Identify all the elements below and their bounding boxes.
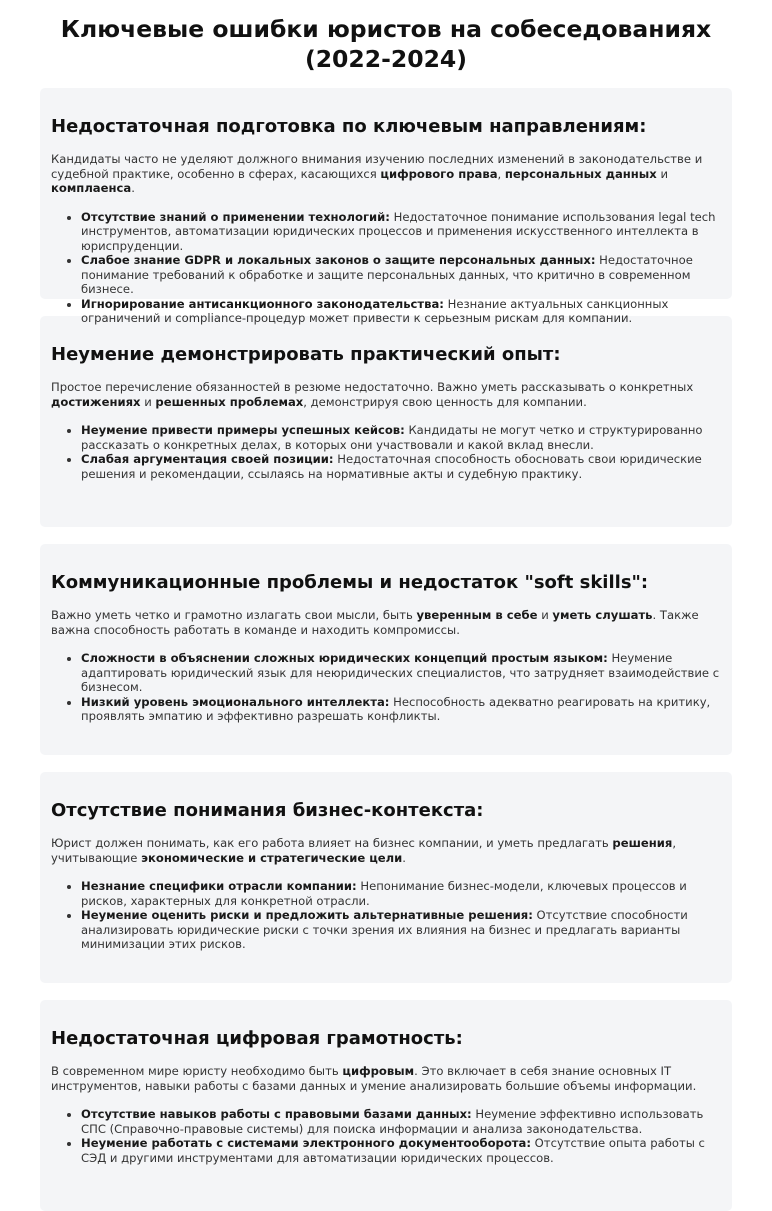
section-heading: Неумение демонстрировать практический опыт: (51, 344, 561, 365)
list-item (81, 297, 720, 326)
list-item-term: Игнорирование антисанкционного законодательства: (81, 296, 444, 311)
list-item-term: Сложности в объяснении сложных юридических концепций простым языком: (81, 651, 608, 665)
section-card (40, 544, 732, 755)
list-item (81, 210, 720, 254)
section-heading: Коммуникационные проблемы и недостаток "soft skills": (51, 572, 649, 593)
intro-emphasis: достижениях (51, 394, 141, 409)
intro-text: , учитывающие (51, 836, 677, 865)
section-list (51, 879, 720, 952)
list-item-text: Отсутствие опыта работы с СЭД и другими инструментами для автоматизации юридических процессов. (81, 1136, 705, 1165)
list-item-term: Незнание специфики отрасли компании: (81, 879, 357, 893)
list-item (81, 695, 720, 724)
sections-container (40, 88, 732, 1211)
list-item-term: Слабая аргументация своей позиции: (81, 452, 334, 466)
page-title-line1: Ключевые ошибки юристов на собеседованиях (60, 15, 712, 43)
list-item (81, 452, 720, 481)
list-item-text: Недостаточная способность обосновать свои юридические решения и рекомендации, ссылаясь на нормативные акты и судебную практику. (81, 452, 702, 481)
list-item-term: Низкий уровень эмоционального интеллекта: (81, 694, 390, 709)
intro-text: . Также важна способность работать в команде и находить компромиссы. (51, 608, 699, 637)
list-item (81, 1136, 720, 1165)
page-title (40, 14, 732, 74)
list-item (81, 651, 720, 695)
list-item-term: Отсутствие навыков работы с правовыми базами данных: (81, 1107, 472, 1121)
section-card (40, 1000, 732, 1211)
section-heading: Отсутствие понимания бизнес-контекста: (51, 800, 484, 821)
intro-text: , демонстрируя свою ценность для компании. (303, 394, 587, 409)
section-list (51, 210, 720, 326)
list-item-term: Слабое знание GDPR и локальных законов о защите персональных данных: (81, 253, 596, 267)
list-item-term: Отсутствие знаний о применении технологий: (81, 209, 390, 224)
intro-text: и (537, 608, 553, 622)
list-item (81, 1107, 720, 1136)
section-list (51, 423, 720, 481)
intro-emphasis: комплаенса (51, 181, 132, 195)
list-item-term: Неумение работать с системами электронного документооборота: (81, 1136, 531, 1150)
list-item-text: Неумение эффективно использовать СПС (Справочно-правовые системы) для поиска информации и анализа законодательства. (81, 1107, 704, 1136)
intro-text: Юрист должен понимать, как его работа влияет на бизнес компании, и уметь предлагать (51, 836, 613, 850)
list-item-text: Кандидаты не могут четко и структурированно рассказать о конкретных делах, в которых они участвовали и какой вклад внесли. (81, 423, 703, 452)
list-item-text: Отсутствие способности анализировать юридические риски с точки зрения их влияния на бизнес и предлагать варианты минимизации этих рисков. (81, 908, 688, 951)
intro-text: . (402, 850, 406, 865)
intro-emphasis: решенных проблемах (155, 394, 304, 409)
intro-emphasis: персональных данных (504, 166, 657, 181)
intro-emphasis: уметь слушать (552, 608, 653, 622)
intro-text: и (656, 166, 668, 181)
intro-text: Важно уметь четко и грамотно излагать свои мысли, быть (51, 608, 417, 622)
list-item (81, 423, 720, 452)
list-item-text: Недостаточное понимание требований к обработке и защите персональных данных, что критично в современном бизнесе. (81, 253, 693, 296)
intro-emphasis: уверенным в себе (416, 608, 538, 622)
list-item (81, 253, 720, 297)
intro-text: . Это включает в себя знание основных IT инструментов, навыки работы с базами данных и умение анализировать большие объемы информации. (51, 1064, 697, 1093)
intro-text: . (131, 181, 135, 195)
list-item-term: Неумение привести примеры успешных кейсов: (81, 423, 405, 437)
section-list (51, 651, 720, 724)
section-card (40, 88, 732, 325)
list-item (81, 908, 720, 952)
list-item (81, 879, 720, 908)
list-item-text: Незнание актуальных санкционных ограничений и compliance-процедур может привести к серьезным рискам для компании. (81, 296, 669, 325)
list-item-text: Неумение адаптировать юридический язык для неюридических специалистов, что затрудняет взаимодействие с бизнесом. (81, 651, 720, 694)
section-intro (51, 152, 720, 196)
section-list (51, 1107, 720, 1165)
list-item-term: Неумение оценить риски и предложить альтернативные решения: (81, 908, 533, 922)
section-intro (51, 380, 720, 409)
list-item-text: Недостаточное понимание использования legal tech инструментов, автоматизации юридических процессов и применения искусственного интеллекта в юриспруденции. (81, 209, 716, 253)
intro-emphasis: цифрового права (380, 166, 498, 181)
intro-emphasis: экономические и стратегические цели (141, 850, 403, 865)
section-card (40, 772, 732, 983)
intro-emphasis: цифровым (342, 1064, 415, 1078)
section-intro (51, 1064, 720, 1093)
section-intro (51, 608, 720, 637)
section-heading: Недостаточная подготовка по ключевым направлениям: (51, 116, 647, 137)
page-title-line2: (2022-2024) (304, 45, 468, 73)
section-card (40, 316, 732, 527)
intro-text: и (140, 394, 156, 409)
section-intro (51, 836, 720, 865)
intro-text: , (497, 166, 505, 181)
list-item-text: Неспособность адекватно реагировать на критику, проявлять эмпатию и эффективно разрешать конфликты. (81, 694, 711, 723)
intro-text: В современном мире юристу необходимо быть (51, 1064, 343, 1078)
intro-emphasis: решения (612, 836, 673, 850)
intro-text: Кандидаты часто не уделяют должного внимания изучению последних изменений в законодательстве и судебной практике, особенно в сферах, касающихся (51, 152, 703, 181)
section-heading: Недостаточная цифровая грамотность: (51, 1028, 463, 1049)
intro-text: Простое перечисление обязанностей в резюме недостаточно. Важно уметь рассказывать о конкретных (51, 380, 694, 394)
list-item-text: Непонимание бизнес-модели, ключевых процессов и рисков, характерных для конкретной отрасли. (81, 879, 687, 908)
